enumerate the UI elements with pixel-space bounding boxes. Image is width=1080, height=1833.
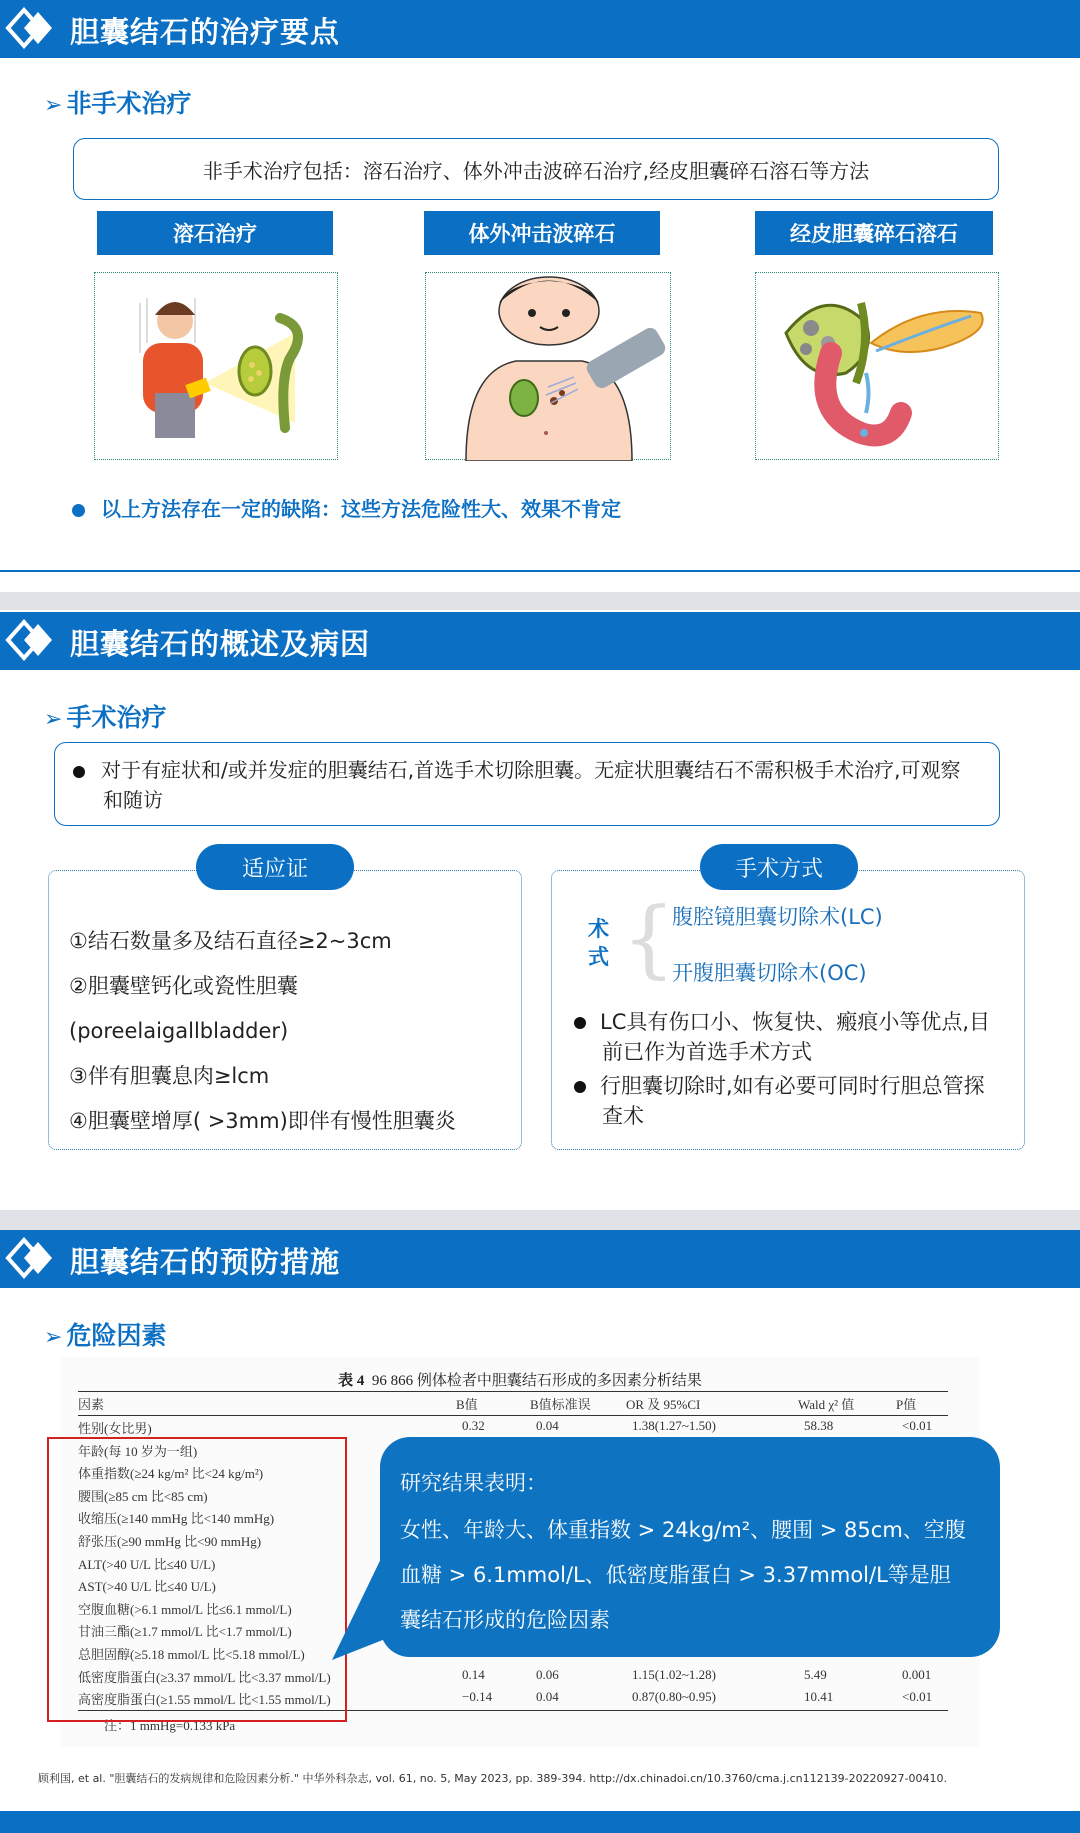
table-cell: 58.38 [804,1418,834,1433]
slide-title: 胆囊结石的治疗要点 [70,15,341,49]
surgery-intro-box [54,742,1000,826]
shockwave-illustration [425,272,671,460]
highlight-box [47,1437,347,1722]
table-cell: 0.001 [902,1666,932,1682]
side-label-char: 术 [588,917,609,941]
table-header-cell: 因素 [78,1397,105,1412]
table-cell: 体重指数(≥24 kg/m² 比<24 kg/m²) [78,1466,264,1482]
table-cell: 高密度脂蛋白(≥1.55 mmol/L 比<1.55 mmol/L) [78,1692,331,1708]
method-option-oc: 开腹胆囊切除木(OC) [672,961,867,985]
callout-line: 血糖 > 6.1mmol/L、低密度脂蛋白 > 3.37mmol/L等是胆 [400,1563,951,1587]
table-cell: 0.04 [536,1689,559,1705]
indications-list [69,919,456,1144]
method-side-label [588,915,609,971]
table-footnote: 注：1 mmHg=0.133 kPa [104,1718,236,1733]
method-bullet-text: 行胆囊切除时,如有必要可同时行胆总管探查术 [600,1074,985,1128]
table-cell: <0.01 [902,1689,933,1705]
slide-overview-etiology [0,612,1080,1188]
arrow-right-icon: ➢ [44,93,63,118]
table-cell: 低密度脂蛋白(≥3.37 mmol/L 比<3.37 mmol/L) [78,1669,331,1685]
shockwave-body-icon [426,273,672,461]
table-cell: ALT(>40 U/L 比≤40 U/L) [78,1556,216,1572]
table-cell: 0.04 [536,1418,559,1433]
table-cell: 0.32 [462,1418,485,1433]
slide-header [0,0,1080,58]
method-bullet-text: LC具有伤口小、恢复快、瘢痕小等优点,目前已作为首选手术方式 [600,1010,991,1064]
table-cell: <0.01 [902,1418,933,1433]
section-subtitle [44,1316,166,1352]
dissolution-illustration [94,272,338,460]
table-cell: 0.87(0.80~0.95) [632,1689,716,1705]
indications-box [48,870,522,1150]
table-cell: 10.41 [804,1689,834,1705]
slide-header [0,612,1080,670]
table-cell: 5.49 [804,1666,827,1682]
indication-item: ①结石数量多及结石直径≥2~3cm [69,929,392,953]
indication-item: ④胆囊壁增厚( >3mm)即伴有慢性胆囊炎 [69,1109,456,1133]
callout-line: 囊结石形成的危险因素 [400,1608,610,1632]
gallbladder-pancreas-icon [756,273,1000,461]
bullet-dot-icon [72,504,85,517]
surgical-methods-pill: 手术方式 [700,844,858,890]
bottom-band [0,1811,1080,1833]
table-cell: 空腹血糖(>6.1 mmol/L 比≤6.1 mmol/L) [78,1601,292,1617]
percutaneous-illustration [755,272,999,460]
arrow-right-icon: ➢ [44,707,63,732]
table-header-cell: P值 [896,1397,917,1412]
table-caption-number: 表 4 [338,1373,365,1389]
table-cell: 1.15(1.02~1.28) [632,1666,716,1682]
table-cell: −0.14 [462,1689,493,1705]
surgery-intro-text: 对于有症状和/或并发症的胆囊结石,首选手术切除胆囊。无症状胆囊结石不需积极手术治疗,可观察和随访 [101,758,961,812]
section-subtitle [44,84,191,120]
indication-item: ②胆囊壁钙化或瓷性胆囊 [69,974,298,998]
drawback-note [72,493,621,522]
table-cell: 收缩压(≥140 mmHg 比<140 mmHg) [78,1511,275,1527]
method-bullet [574,1007,1004,1067]
method-tag-dissolution: 溶石治疗 [97,211,333,255]
intro-text: 非手术治疗包括：溶石治疗、体外冲击波碎石治疗,经皮胆囊碎石溶石等方法 [202,158,870,183]
diamond-logo-icon [4,618,56,662]
table-cell: 0.06 [536,1666,559,1682]
section-subtitle [44,698,166,734]
slide-gap [0,592,1080,610]
table-cell: 性别(女比男) [78,1421,152,1436]
table-cell: 年龄(每 10 岁为一组) [78,1443,198,1459]
table-header-row [78,1394,978,1416]
table-cell: 腰围(≥85 cm 比<85 cm) [78,1488,208,1504]
table-top-rule [78,1391,948,1392]
reference-citation: 顾利国, et al. "胆囊结石的发病规律和危险因素分析." 中华外科杂志, vol. 61, no. 5, May 2023, pp. 389-394. http://dx.chinadoi.cn/10.3760/cma.j.cn112139-20220927-00410. [38,1772,948,1785]
subtitle-text: 非手术治疗 [66,89,192,118]
table-caption [60,1369,980,1390]
table-caption-text: 96 866 例体检者中胆囊结石形成的多因素分析结果 [371,1373,702,1389]
slide-treatment-points [0,0,1080,572]
arrow-right-icon: ➢ [44,1325,63,1350]
diamond-logo-icon [4,1236,56,1280]
table-header-cell: B值标准误 [530,1397,591,1412]
callout-line: 女性、年龄大、体重指数 > 24kg/m²、腰围 > 85cm、空腹 [400,1518,966,1542]
subtitle-text: 手术治疗 [66,703,167,732]
callout-heading: 研究结果表明： [400,1471,547,1495]
method-tag-shockwave: 体外冲击波碎石 [424,211,660,255]
table-cell: AST(>40 U/L 比≤40 U/L) [78,1579,216,1595]
table-cell: 1.38(1.27~1.50) [632,1418,716,1433]
slide-gap [0,1210,1080,1230]
brace-icon: { [622,889,676,987]
intro-box [73,138,999,200]
table-cell: 甘油三酯(≥1.7 mmol/L 比<1.7 mmol/L) [78,1624,292,1640]
slide-title: 胆囊结石的预防措施 [70,1245,341,1279]
method-option-lc: 腹腔镜胆囊切除术(LC) [672,905,883,929]
slide-title: 胆囊结石的概述及病因 [70,627,371,661]
method-tag-percutaneous: 经皮胆囊碎石溶石 [755,211,993,255]
table-cell: 0.14 [462,1666,485,1682]
drawback-text: 以上方法存在一定的缺陷：这些方法危险性大、效果不肯定 [101,497,621,521]
side-label-char: 式 [588,945,609,969]
diamond-logo-icon [4,6,56,50]
table-header-rule [78,1415,948,1416]
indications-pill: 适应证 [196,844,354,890]
method-bullet [574,1071,1004,1131]
surgery-intro [73,755,973,815]
patient-pain-icon [95,273,339,461]
method-bullets [574,1007,1004,1131]
bottom-band [0,570,1080,572]
table-header-cell: Wald χ² 值 [798,1397,855,1412]
bullet-dot-icon [73,766,85,778]
indication-item: ③伴有胆囊息肉≥lcm [69,1064,270,1088]
table-header-cell: B值 [456,1397,478,1412]
bullet-dot-icon [574,1081,586,1093]
subtitle-text: 危险因素 [66,1321,167,1350]
indication-item: (poreelaigallbladder) [69,1019,289,1043]
surgical-methods-box [551,870,1025,1150]
table-cell: 舒张压(≥90 mmHg 比<90 mmHg) [78,1534,262,1549]
table-header-cell: OR 及 95%CI [626,1397,701,1412]
slide-header [0,1230,1080,1288]
table-cell: 总胆固醇(≥5.18 mmol/L 比<5.18 mmol/L) [78,1647,305,1662]
bullet-dot-icon [574,1017,586,1029]
findings-callout [380,1437,1000,1657]
